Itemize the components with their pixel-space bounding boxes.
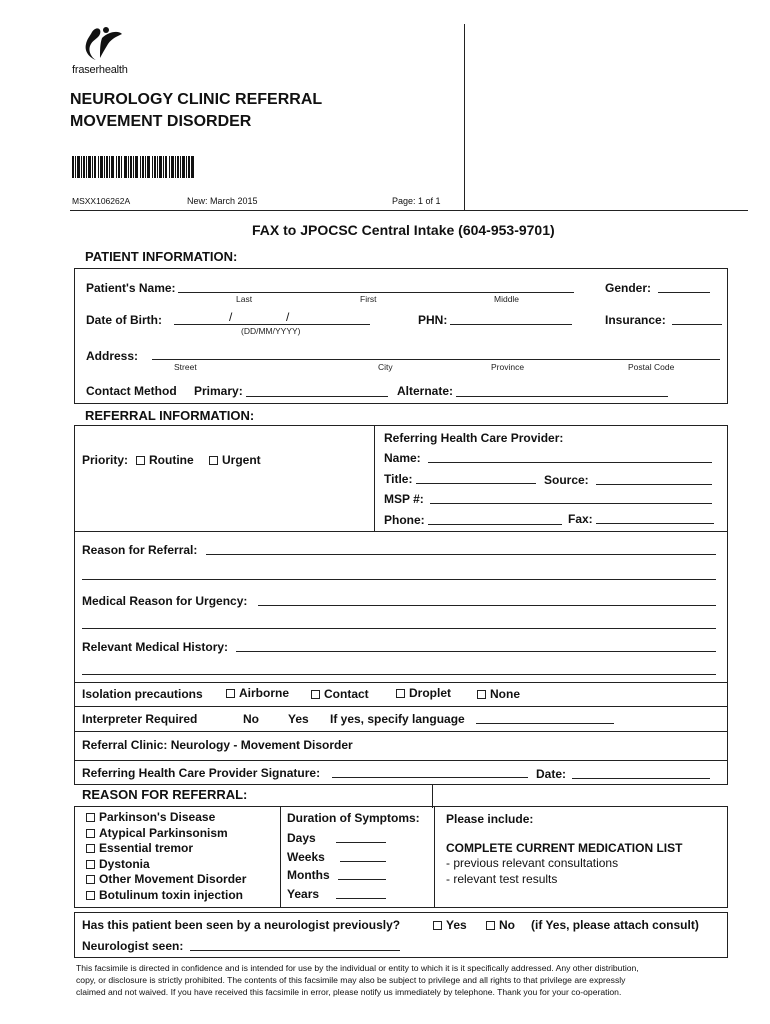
- dob-slash-2: /: [286, 310, 290, 324]
- reason-item-essential-tremor[interactable]: [86, 841, 246, 857]
- language-label: If yes, specify language: [330, 712, 465, 726]
- urgent-checkbox[interactable]: [209, 453, 261, 467]
- fax-field[interactable]: [596, 523, 714, 524]
- previous-yes-checkbox[interactable]: [433, 918, 467, 932]
- form-title-line1: NEUROLOGY CLINIC REFERRAL: [70, 91, 323, 108]
- primary-field[interactable]: [246, 396, 388, 397]
- header-divider: [464, 24, 465, 210]
- please-include: Please include:: [446, 812, 534, 826]
- routine-label: Routine: [149, 453, 194, 467]
- language-field[interactable]: [476, 723, 614, 724]
- last-caption: Last: [236, 294, 253, 304]
- phn-label: PHN:: [418, 313, 448, 327]
- neurologist-seen-field[interactable]: [190, 950, 400, 951]
- logo-text: fraserhealth: [72, 64, 128, 76]
- years-label: Years: [287, 887, 320, 901]
- reason-referral-field-2[interactable]: [82, 579, 716, 580]
- page-number: Page: 1 of 1: [392, 196, 441, 206]
- days-field[interactable]: [336, 842, 386, 843]
- referral-top-divider: [374, 425, 375, 531]
- dob-label: Date of Birth:: [86, 313, 162, 327]
- patient-name-field[interactable]: [178, 292, 574, 293]
- reason-item-label: Essential tremor: [99, 841, 194, 855]
- postal-caption: Postal Code: [628, 362, 675, 372]
- reason-item-label: Atypical Parkinsonism: [99, 825, 228, 840]
- date-field[interactable]: [572, 778, 710, 779]
- street-caption: Street: [174, 362, 197, 372]
- contact-method-label: Contact Method: [86, 384, 177, 398]
- dob-field[interactable]: [174, 324, 370, 325]
- reason-item-other[interactable]: [86, 872, 246, 888]
- previous-note: (if Yes, please attach consult): [531, 918, 699, 932]
- phone-field[interactable]: [428, 524, 562, 525]
- footer-disclaimer-1: This facsimile is directed in confidence and is intended for use by the individual or entity to which it is it specifically addressed. Any other distribution,: [76, 963, 639, 973]
- reason-referral-field[interactable]: [206, 554, 716, 555]
- history-field[interactable]: [236, 651, 716, 652]
- dob-format-caption: (DD/MM/YYYY): [241, 326, 301, 336]
- history-field-2[interactable]: [82, 674, 716, 675]
- neurologist-seen-label: Neurologist seen:: [82, 939, 184, 953]
- provider-name-label: Name:: [384, 451, 421, 465]
- previous-no-label: No: [499, 918, 515, 932]
- fax-line: FAX to JPOCSC Central Intake (604-953-9701): [252, 222, 555, 238]
- first-caption: First: [360, 294, 377, 304]
- middle-caption: Middle: [494, 294, 520, 304]
- months-field[interactable]: [338, 879, 386, 880]
- gender-field[interactable]: [658, 292, 710, 293]
- reason-item-dystonia[interactable]: [86, 857, 246, 873]
- days-label: Days: [287, 831, 316, 845]
- airborne-checkbox[interactable]: [226, 686, 289, 700]
- insurance-field[interactable]: [672, 324, 722, 325]
- include-bullet-2: - relevant test results: [446, 872, 558, 886]
- isolation-rule: [74, 682, 728, 683]
- previous-yes-label: Yes: [446, 918, 467, 932]
- contact-checkbox[interactable]: [311, 687, 369, 701]
- clinic-rule: [74, 731, 728, 732]
- reason-item-label: Other Movement Disorder: [99, 872, 247, 886]
- signature-label: Referring Health Care Provider Signature:: [82, 766, 321, 780]
- airborne-label: Airborne: [239, 686, 290, 700]
- previous-question: Has this patient been seen by a neurologist previously?: [82, 918, 401, 932]
- urgency-label: Medical Reason for Urgency:: [82, 594, 248, 608]
- reason-item-parkinsons[interactable]: [86, 810, 246, 826]
- years-field[interactable]: [336, 898, 386, 899]
- footer-disclaimer-3: claimed and not waived. If you have received this facsimile in error, please notify us immediately by telephone. Thank you for your co-operation.: [76, 987, 622, 997]
- new-date: New: March 2015: [187, 196, 258, 206]
- none-checkbox[interactable]: [477, 687, 520, 701]
- urgency-field[interactable]: [258, 605, 716, 606]
- source-field[interactable]: [596, 484, 712, 485]
- alternate-field[interactable]: [456, 396, 668, 397]
- reason-title-divider: [432, 785, 433, 808]
- isolation-label: Isolation precautions: [82, 687, 203, 701]
- reason-item-label: Botulinum toxin injection: [99, 887, 243, 902]
- form-title-line2: MOVEMENT DISORDER: [70, 113, 252, 130]
- routine-checkbox[interactable]: [136, 453, 194, 467]
- reason-item-botulinum[interactable]: [86, 888, 246, 904]
- contact-label: Contact: [324, 687, 369, 701]
- msp-field[interactable]: [430, 503, 712, 504]
- barcode-icon: [72, 156, 194, 178]
- primary-label: Primary:: [194, 384, 243, 398]
- form-code: MSXX106262A: [72, 196, 131, 206]
- city-caption: City: [378, 362, 393, 372]
- fraserhealth-logo-icon: [78, 24, 126, 64]
- urgent-label: Urgent: [222, 453, 261, 467]
- droplet-label: Droplet: [409, 686, 451, 700]
- reason-col-divider-1: [280, 806, 281, 908]
- none-label: None: [490, 687, 520, 701]
- phone-label: Phone:: [384, 513, 425, 527]
- msp-label: MSP #:: [384, 492, 424, 506]
- months-label: Months: [287, 868, 330, 882]
- alternate-label: Alternate:: [397, 384, 454, 398]
- provider-title-field[interactable]: [416, 483, 536, 484]
- weeks-field[interactable]: [340, 861, 386, 862]
- reason-item-atypical[interactable]: [86, 826, 246, 842]
- referral-clinic: Referral Clinic: Neurology - Movement Disorder: [82, 738, 353, 752]
- dob-slash-1: /: [229, 310, 233, 324]
- reason-section-title: REASON FOR REFERRAL:: [82, 787, 248, 802]
- source-label: Source:: [544, 473, 589, 487]
- referral-section-title: REFERRAL INFORMATION:: [85, 408, 255, 423]
- interpreter-no[interactable]: No: [243, 712, 259, 726]
- referral-top-rule: [74, 531, 728, 532]
- interpreter-yes[interactable]: Yes: [288, 712, 309, 726]
- interpreter-label: Interpreter Required: [82, 712, 198, 726]
- history-label: Relevant Medical History:: [82, 640, 229, 654]
- fax-label: Fax:: [568, 512, 593, 526]
- reason-col-divider-2: [434, 806, 435, 908]
- address-label: Address:: [86, 349, 139, 363]
- insurance-label: Insurance:: [605, 313, 666, 327]
- phn-field[interactable]: [450, 324, 572, 325]
- reason-item-label: Dystonia: [99, 856, 150, 871]
- footer-disclaimer-2: copy, or disclosure is strictly prohibited. The contents of this facsimile may also be subject to privilege and all rights to that privilege are expressly: [76, 975, 626, 985]
- interpreter-rule: [74, 706, 728, 707]
- duration-label: Duration of Symptoms:: [287, 811, 420, 825]
- provider-title-label: Title:: [384, 472, 413, 486]
- urgency-field-2[interactable]: [82, 628, 716, 629]
- signature-rule: [74, 760, 728, 761]
- medication-list: COMPLETE CURRENT MEDICATION LIST: [446, 841, 683, 855]
- date-label: Date:: [536, 767, 567, 781]
- previous-no-checkbox[interactable]: [486, 918, 515, 932]
- droplet-checkbox[interactable]: [396, 686, 451, 700]
- signature-field[interactable]: [332, 777, 528, 778]
- patient-section-title: PATIENT INFORMATION:: [85, 249, 238, 264]
- patient-name-label: Patient's Name:: [86, 281, 176, 295]
- reason-item-label: Parkinson's Disease: [99, 810, 216, 824]
- gender-label: Gender:: [605, 281, 652, 295]
- weeks-label: Weeks: [287, 850, 325, 864]
- reason-referral-label: Reason for Referral:: [82, 543, 198, 557]
- provider-heading: Referring Health Care Provider:: [384, 431, 564, 445]
- provider-name-field[interactable]: [428, 462, 712, 463]
- priority-label: Priority:: [82, 453, 129, 467]
- province-caption: Province: [491, 362, 525, 372]
- include-bullet-1: - previous relevant consultations: [446, 856, 619, 870]
- address-field[interactable]: [152, 359, 720, 360]
- header-rule: [70, 210, 748, 211]
- reason-checkbox-list: [86, 810, 246, 903]
